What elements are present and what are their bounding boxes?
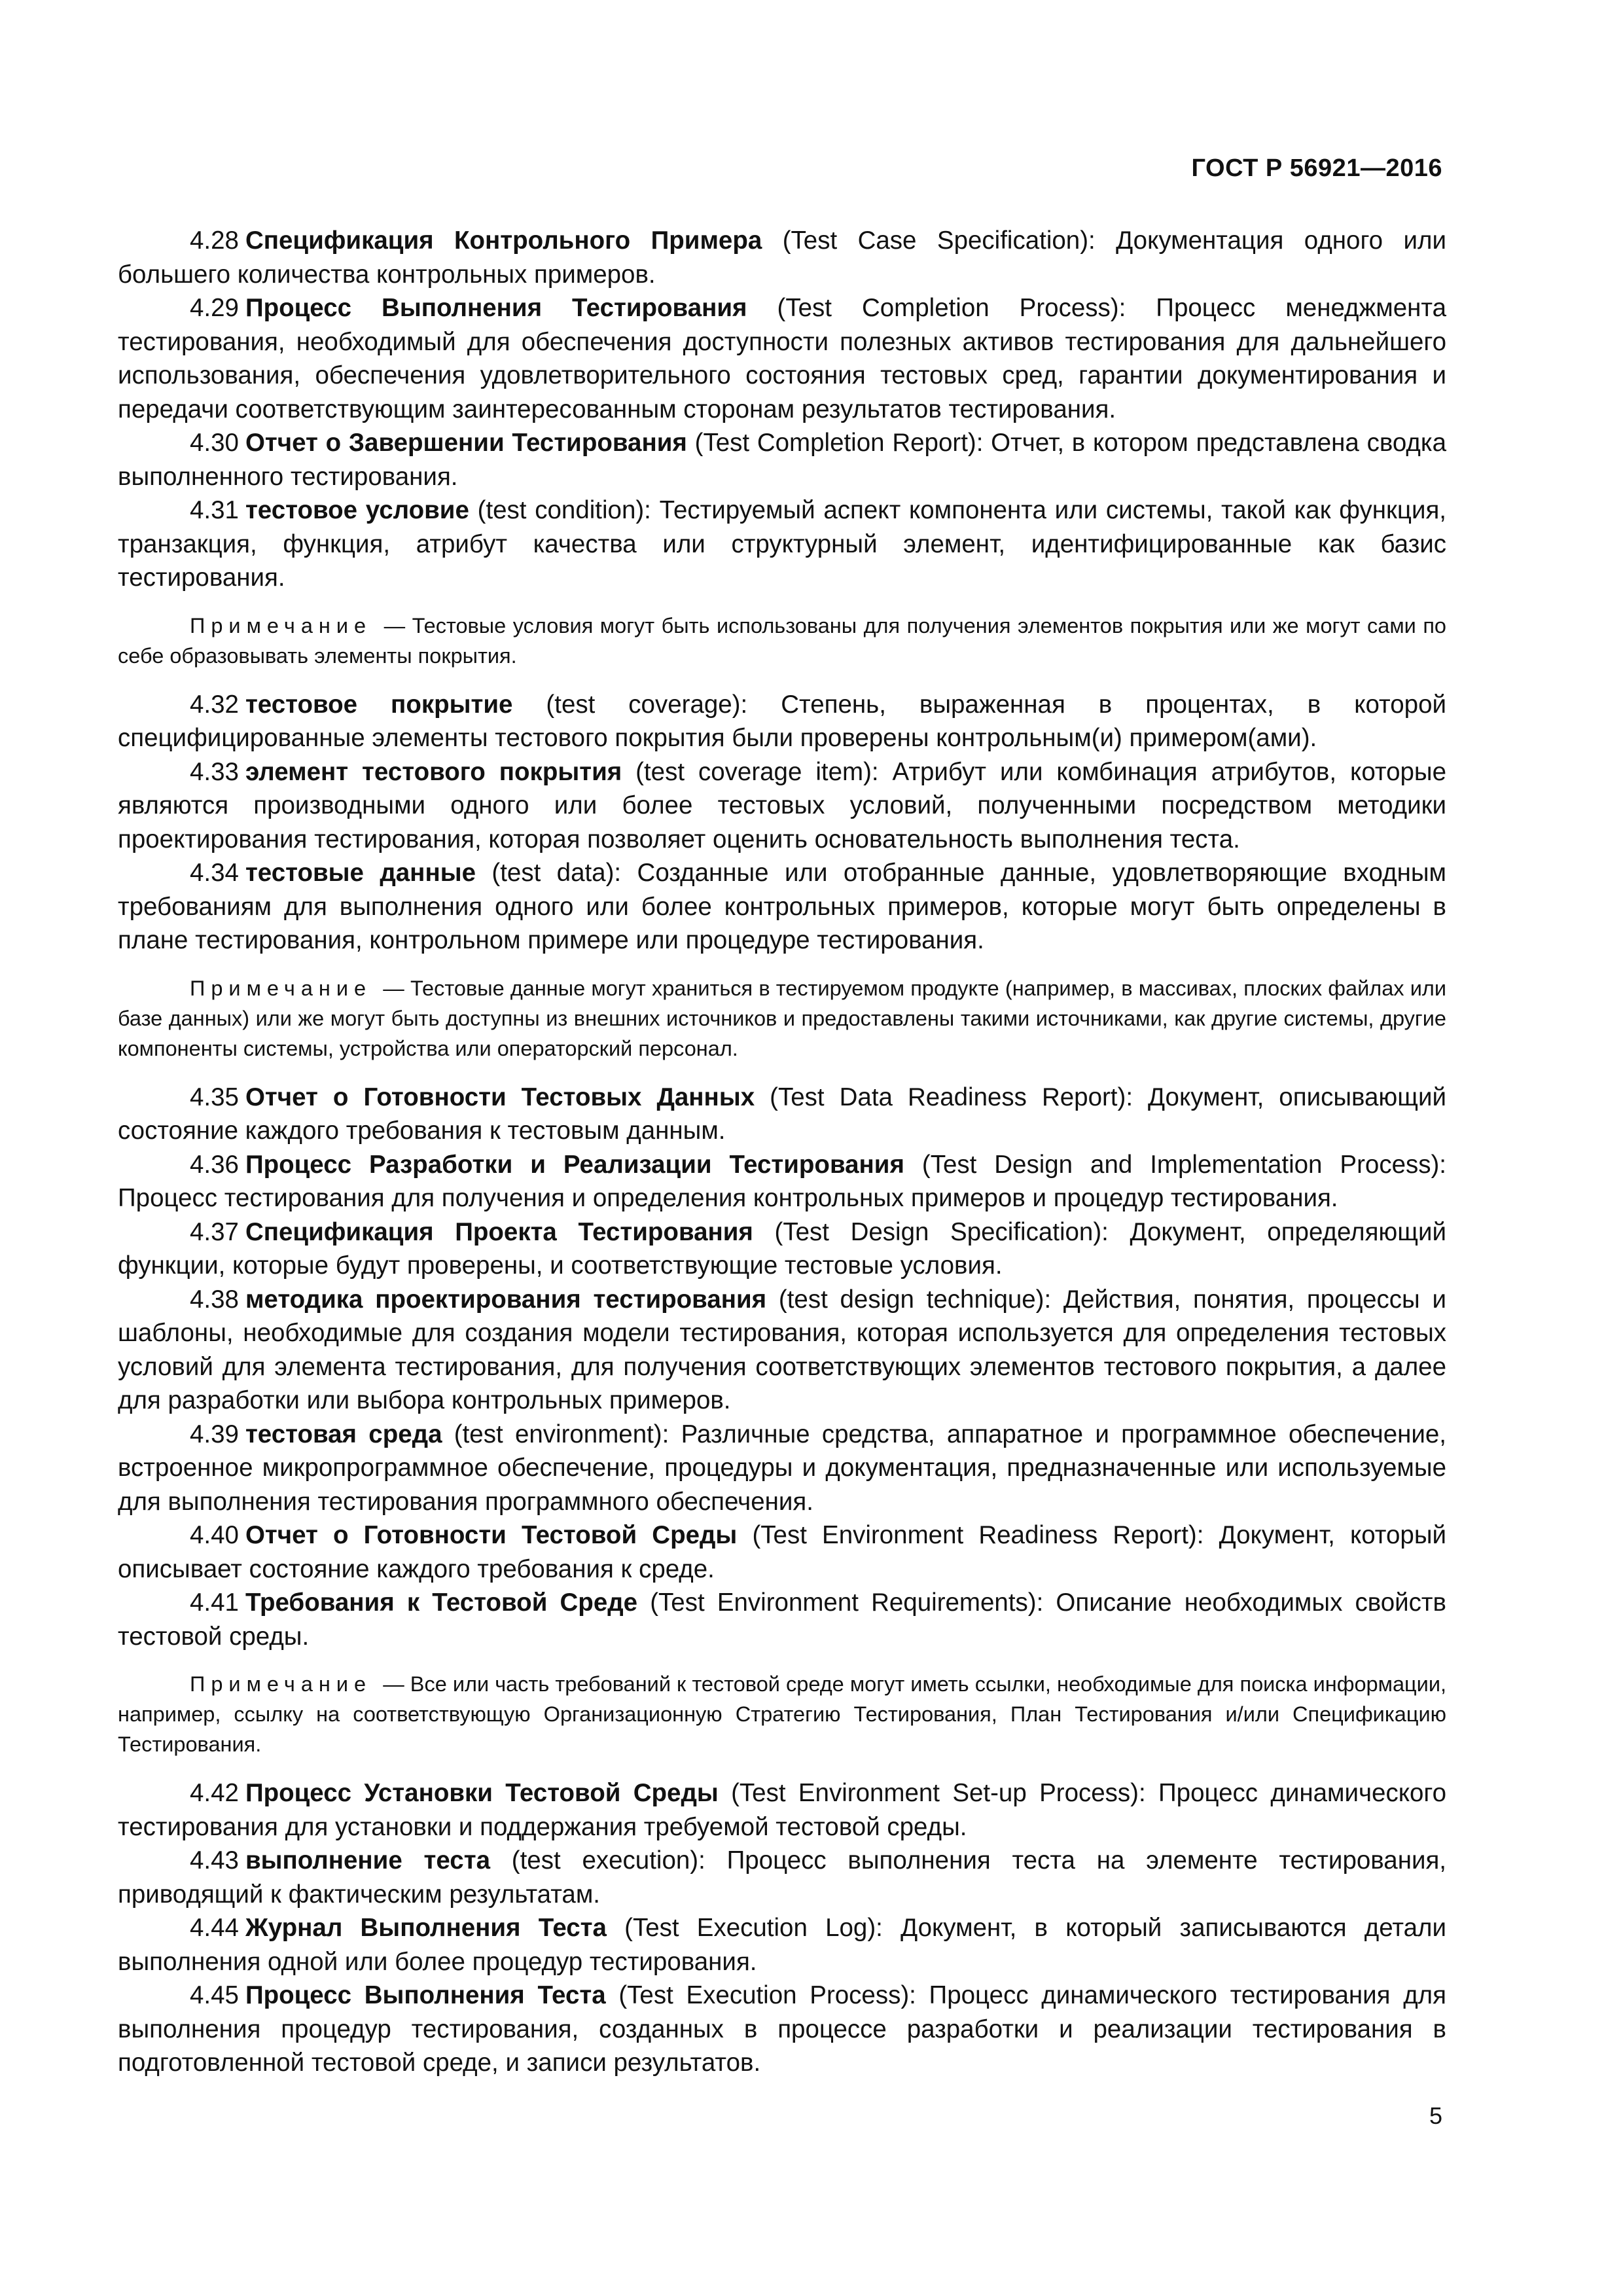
term-definition: (Test Execution Process): Процесс динамического тестирования для выполнения процедур тестирования, созданных в процессе разработки и реализации тестирования в подготовленной тестовой среде, и записи результатов. (118, 1981, 1446, 2077)
term-name: Отчет о Завершении Тестирования (245, 429, 687, 457)
note-text: — Все или часть требований к тестовой среде могут иметь ссылки, необходимые для поиска информации, например, ссылку на соответствующую Организационную Стратегию Тестирования, План Тестирования и/или Спецификацию Тестирования. (118, 1672, 1446, 1756)
term-number: 4.31 (190, 496, 239, 524)
term-entry (118, 1586, 1446, 1653)
term-definition: (test condition): Тестируемый аспект компонента или системы, такой как функция, транзакция, функция, атрибут качества или структурный элемент, идентифицированные как базис тестирования. (118, 496, 1446, 592)
term-entry (118, 856, 1446, 958)
term-name: Процесс Разработки и Реализации Тестирования (245, 1150, 904, 1179)
term-number: 4.30 (190, 429, 239, 457)
term-name: Отчет о Готовности Тестовых Данных (245, 1083, 755, 1111)
term-name: Отчет о Готовности Тестовой Среды (245, 1521, 738, 1549)
term-definition: (test coverage): Степень, выраженная в процентах, в которой специфицированные элементы тестового покрытия были проверены контрольным(и) примером(ами). (118, 690, 1446, 752)
term-definition: (Test Case Specification): Документация одного или большего количества контрольных примеров. (118, 226, 1446, 289)
term-entry (118, 688, 1446, 755)
term-definition: (Test Environment Set-up Process): Процесс динамического тестирования для установки и поддержания требуемой тестовой среды. (118, 1779, 1446, 1841)
term-definition: (test environment): Различные средства, аппаратное и программное обеспечение, встроенное микропрограммное обеспечение, процедуры и документация, предназначенные или используемые для выполнения тестирования программного обеспечения. (118, 1420, 1447, 1516)
term-definition: (Test Design and Implementation Process): Процесс тестирования для получения и определения контрольных примеров и процедур тестирования. (118, 1150, 1447, 1212)
term-number: 4.36 (190, 1150, 239, 1179)
term-entry (118, 1148, 1446, 1215)
term-definition: (test data): Созданные или отобранные данные, удовлетворяющие входным требованиям для выполнения одного или более контрольных примеров, которые могут быть определены в плане тестирования, контрольном примере или процедуре тестирования. (118, 859, 1446, 954)
note-text: — Тестовые данные могут храниться в тестируемом продукте (например, в массивах, плоских файлах или базе данных) или же могут быть доступны из внешних источников и предоставлены такими источниками, как другие системы, другие компоненты системы, устройства или операторский персонал. (118, 976, 1446, 1060)
note-label: Примечание (190, 1672, 372, 1696)
term-definition: (Test Execution Log): Документ, в который записываются детали выполнения одной или более процедур тестирования. (118, 1914, 1446, 1976)
term-entry (118, 291, 1446, 426)
term-name: методика проектирования тестирования (245, 1285, 767, 1314)
term-name: Процесс Установки Тестовой Среды (245, 1779, 719, 1807)
term-name: Спецификация Контрольного Примера (245, 226, 762, 255)
term-name: тестовые данные (245, 859, 476, 887)
term-name: Спецификация Проекта Тестирования (245, 1217, 753, 1246)
term-number: 4.34 (190, 859, 239, 887)
term-number: 4.44 (190, 1914, 239, 1942)
term-number: 4.35 (190, 1083, 239, 1111)
term-definition: (Test Completion Report): Отчет, в котором представлена сводка выполненного тестирования. (118, 429, 1446, 491)
term-definition: (Test Environment Requirements): Описание необходимых свойств тестовой среды. (118, 1588, 1446, 1651)
term-number: 4.41 (190, 1588, 239, 1617)
term-number: 4.45 (190, 1981, 239, 2009)
term-entry (118, 1215, 1446, 1283)
term-number: 4.43 (190, 1846, 239, 1874)
term-number: 4.40 (190, 1521, 239, 1549)
document-body (118, 224, 1446, 2080)
term-number: 4.29 (190, 294, 239, 322)
term-definition: (test execution): Процесс выполнения теста на элементе тестирования, приводящий к фактическим результатам. (118, 1846, 1447, 1909)
term-name: Процесс Выполнения Теста (245, 1981, 606, 2009)
term-entry (118, 426, 1446, 493)
term-number: 4.39 (190, 1420, 239, 1448)
term-entry (118, 1418, 1446, 1519)
term-name: тестовое покрытие (245, 690, 513, 719)
note-label: Примечание (190, 976, 372, 1000)
term-definition: (Test Data Readiness Report): Документ, описывающий состояние каждого требования к тестовым данным. (118, 1083, 1446, 1145)
term-number: 4.37 (190, 1217, 239, 1246)
term-number: 4.38 (190, 1285, 239, 1314)
note-label: Примечание (190, 613, 372, 637)
term-entry (118, 1518, 1446, 1586)
term-number: 4.42 (190, 1779, 239, 1807)
term-entry (118, 1911, 1446, 1979)
term-entry (118, 1283, 1446, 1418)
term-entry (118, 1081, 1446, 1148)
term-name: Процесс Выполнения Тестирования (245, 294, 747, 322)
term-number: 4.28 (190, 226, 239, 255)
term-name: Требования к Тестовой Среде (245, 1588, 638, 1617)
term-number: 4.32 (190, 690, 239, 719)
term-name: выполнение теста (245, 1846, 490, 1874)
term-definition: (test design technique): Действия, понятия, процессы и шаблоны, необходимые для создания модели тестирования, которая используется для определения тестовых условий для элемента тестирования, для получения соответствующих элементов тестового покрытия, а далее для разработки или выбора контрольных примеров. (118, 1285, 1446, 1414)
note (118, 611, 1446, 671)
term-entry (118, 1979, 1446, 2080)
term-number: 4.33 (190, 757, 239, 786)
term-name: тестовая среда (245, 1420, 442, 1448)
note (118, 973, 1446, 1064)
term-name: тестовое условие (245, 496, 469, 524)
note-text: — Тестовые условия могут быть использованы для получения элементов покрытия или же могут сами по себе образовывать элементы покрытия. (118, 613, 1446, 668)
term-entry (118, 755, 1446, 857)
document-header: ГОСТ Р 56921—2016 (1191, 154, 1442, 182)
term-definition: (Test Completion Process): Процесс менеджмента тестирования, необходимый для обеспечения доступности полезных активов тестирования для дальнейшего использования, обеспечения удовлетворительного состояния тестовых сред, гарантии документирования и передачи соответствующим заинтересованным сторонам результатов тестирования. (118, 294, 1446, 423)
page-number: 5 (1429, 2102, 1442, 2129)
term-definition: (Test Design Specification): Документ, определяющий функции, которые будут проверены, и соответствующие тестовые условия. (118, 1217, 1446, 1280)
term-entry (118, 224, 1446, 291)
term-name: Журнал Выполнения Теста (245, 1914, 607, 1942)
term-entry (118, 1844, 1446, 1911)
term-entry (118, 1776, 1446, 1844)
term-definition: (Test Environment Readiness Report): Документ, который описывает состояние каждого требования к среде. (118, 1521, 1446, 1583)
note (118, 1669, 1446, 1759)
term-name: элемент тестового покрытия (245, 757, 622, 786)
term-entry (118, 493, 1446, 595)
term-definition: (test coverage item): Атрибут или комбинация атрибутов, которые являются производными одного или более тестовых условий, полученными посредством методики проектирования тестирования, которая позволяет оценить основательность выполнения теста. (118, 757, 1446, 853)
